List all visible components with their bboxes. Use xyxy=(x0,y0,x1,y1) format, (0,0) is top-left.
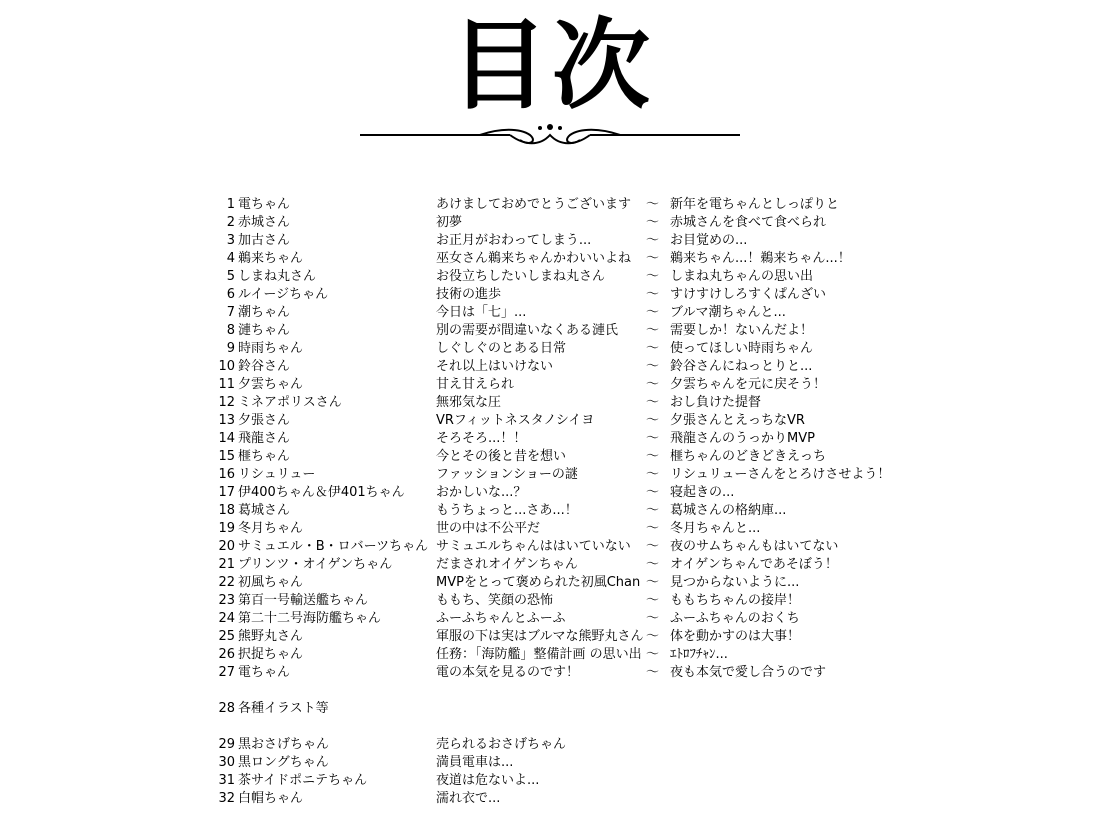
entry-title: お役立ちしたいしまね丸さん xyxy=(436,269,606,284)
toc-entry xyxy=(0,538,1120,556)
entry-character: 黒ロングちゃん xyxy=(238,755,329,770)
entry-character: 鵜来ちゃん xyxy=(238,251,304,266)
toc-entry xyxy=(0,286,1120,304)
entry-subtitle: 体を動かすのは大事！ xyxy=(670,629,801,644)
page-title: 目次 xyxy=(449,9,654,123)
entry-subtitle: 葛城さんの格納庫... xyxy=(670,503,787,518)
entry-separator: 〜 xyxy=(646,197,660,212)
entry-number: 14 xyxy=(218,431,235,446)
toc-entry xyxy=(0,448,1120,466)
entry-title: 技術の進歩 xyxy=(436,287,502,302)
entry-character: 冬月ちゃん xyxy=(238,521,304,536)
entry-number: 11 xyxy=(218,377,235,392)
toc-entry xyxy=(0,250,1120,268)
entry-separator: 〜 xyxy=(646,467,660,482)
entry-title: 無邪気な圧 xyxy=(436,395,502,410)
entry-subtitle: 寝起きの... xyxy=(670,485,735,500)
entry-title: 巫女さん鵜来ちゃんかわいいよね xyxy=(436,251,632,266)
entry-subtitle: ふーふちゃんのおくち xyxy=(670,611,800,626)
entry-number: 31 xyxy=(218,773,235,788)
entry-subtitle: おし負けた提督 xyxy=(670,395,762,410)
entry-character: 飛龍さん xyxy=(238,431,291,446)
table-of-contents xyxy=(0,196,1120,808)
entry-character: 夕張さん xyxy=(238,413,291,428)
toc-entry xyxy=(0,322,1120,340)
entry-subtitle: すけすけしろすくぱんざい xyxy=(670,287,827,302)
entry-character: 加古さん xyxy=(238,233,291,248)
toc-entry xyxy=(0,610,1120,628)
entry-title: おかしいな...？ xyxy=(436,485,527,500)
entry-number: 6 xyxy=(226,287,235,302)
entry-number: 4 xyxy=(226,251,235,266)
entry-title: 電の本気を見るのです！ xyxy=(436,665,580,680)
entry-title: VRフィットネスタノシイヨ xyxy=(436,413,595,428)
entry-character: サミュエル・B・ロバーツちゃん xyxy=(238,539,429,554)
entry-subtitle: 鵜来ちゃん...！鵜来ちゃん...！ xyxy=(670,251,851,266)
toc-entry xyxy=(0,268,1120,286)
toc-entry xyxy=(0,754,1120,772)
entry-subtitle: ももちちゃんの接岸！ xyxy=(670,593,801,608)
toc-entry xyxy=(0,430,1120,448)
entry-separator: 〜 xyxy=(646,341,660,356)
entry-character: 黒おさげちゃん xyxy=(238,737,330,752)
entry-title: 満員電車は... xyxy=(436,755,514,770)
entry-subtitle: 夕張さんとえっちなVR xyxy=(670,413,805,428)
entry-title: 今日は「七」... xyxy=(436,305,527,320)
entry-title: しぐしぐのとある日常 xyxy=(436,341,567,356)
entry-title: 任務：「海防艦」整備計画 の思い出 xyxy=(436,647,642,662)
entry-number: 30 xyxy=(218,755,235,770)
toc-entry xyxy=(0,574,1120,592)
entry-title: ファッションショーの謎 xyxy=(436,467,578,482)
entry-separator: 〜 xyxy=(646,269,660,284)
entry-number: 7 xyxy=(226,305,235,320)
toc-entry xyxy=(0,412,1120,430)
entry-title: 初夢 xyxy=(436,215,463,230)
entry-separator: 〜 xyxy=(646,431,660,446)
entry-character: 榧ちゃん xyxy=(238,449,291,464)
entry-separator: 〜 xyxy=(646,665,660,680)
entry-number: 27 xyxy=(218,665,235,680)
entry-character: 夕雲ちゃん xyxy=(238,377,304,392)
entry-number: 19 xyxy=(218,521,235,536)
entry-title: お正月がおわってしまう... xyxy=(436,233,592,248)
entry-subtitle: 夜のサムちゃんもはいてない xyxy=(670,539,839,554)
entry-separator: 〜 xyxy=(646,359,660,374)
section-row xyxy=(0,700,1120,718)
entry-title: あけましておめでとうございます xyxy=(436,197,632,212)
entry-title: 甘え甘えられ xyxy=(436,377,515,392)
entry-list xyxy=(0,196,1120,682)
entry-number: 9 xyxy=(226,341,235,356)
entry-subtitle: 飛龍さんのうっかりMVP xyxy=(670,431,815,446)
entry-separator: 〜 xyxy=(646,251,660,266)
entry-subtitle: リシュリューさんをとろけさせよう！ xyxy=(670,467,891,482)
entry-number: 21 xyxy=(218,557,235,572)
entry-separator: 〜 xyxy=(646,539,660,554)
entry-number: 29 xyxy=(218,737,235,752)
entry-character: 潮ちゃん xyxy=(238,305,291,320)
entry-separator: 〜 xyxy=(646,485,660,500)
entry-number: 20 xyxy=(218,539,235,554)
entry-subtitle: しまね丸ちゃんの思い出 xyxy=(670,269,814,284)
entry-title: もうちょっと...さあ...！ xyxy=(436,503,578,518)
toc-entry xyxy=(0,484,1120,502)
entry-number: 16 xyxy=(218,467,235,482)
entry-subtitle: 需要しか！ないんだよ！ xyxy=(670,323,814,338)
toc-entry xyxy=(0,736,1120,754)
entry-character: 電ちゃん xyxy=(238,197,291,212)
entry-subtitle: 見つからないように... xyxy=(670,575,800,590)
entry-character: 葛城さん xyxy=(238,503,291,518)
toc-entry xyxy=(0,664,1120,682)
entry-title: サミュエルちゃんははいていない xyxy=(436,539,631,554)
entry-number: 24 xyxy=(218,611,235,626)
entry-character: プリンツ・オイゲンちゃん xyxy=(238,557,393,572)
entry-subtitle: 鈴谷さんにねっとりと... xyxy=(670,359,813,374)
entry-number: 2 xyxy=(226,215,235,230)
entry-separator: 〜 xyxy=(646,323,660,338)
entry-character: 択捉ちゃん xyxy=(238,647,304,662)
entry-character: 熊野丸さん xyxy=(238,629,304,644)
entry-separator: 〜 xyxy=(646,305,660,320)
toc-entry xyxy=(0,502,1120,520)
entry-number: 23 xyxy=(218,593,235,608)
entry-separator: 〜 xyxy=(646,611,660,626)
entry-character: ルイージちゃん xyxy=(238,287,329,302)
entry-title: それ以上はいけない xyxy=(436,359,554,374)
entry-character: 伊400ちゃん＆伊401ちゃん xyxy=(238,485,405,500)
entry-character: 第百一号輸送艦ちゃん xyxy=(238,593,369,608)
entry-subtitle: 赤城さんを食べて食べられ xyxy=(670,215,827,230)
entry-title: MVPをとって褒められた初風Chan xyxy=(436,575,641,590)
entry-character: 第二十二号海防艦ちゃん xyxy=(238,611,382,626)
entry-separator: 〜 xyxy=(646,287,660,302)
entry-subtitle: 夕雲ちゃんを元に戻そう！ xyxy=(670,377,827,392)
entry-separator: 〜 xyxy=(646,575,660,590)
entry-number: 15 xyxy=(218,449,235,464)
divider-ornament xyxy=(360,118,740,152)
entry-number: 10 xyxy=(218,359,235,374)
toc-entry xyxy=(0,592,1120,610)
section-label: 各種イラスト等 xyxy=(238,701,329,716)
entry-title: 濡れ衣で... xyxy=(436,791,501,806)
section-number: 28 xyxy=(218,701,235,716)
entry-number: 8 xyxy=(226,323,235,338)
entry-number: 17 xyxy=(218,485,235,500)
entry-character: 赤城さん xyxy=(238,215,291,230)
entry-separator: 〜 xyxy=(646,413,660,428)
entry-title: 別の需要が間違いなくある漣氏 xyxy=(436,323,619,338)
entry-subtitle: 夜も本気で愛し合うのです xyxy=(670,665,827,680)
toc-entry xyxy=(0,214,1120,232)
toc-entry xyxy=(0,358,1120,376)
toc-entry xyxy=(0,628,1120,646)
extras-list xyxy=(0,736,1120,808)
entry-character: 鈴谷さん xyxy=(238,359,291,374)
entry-title: ももち、笑顔の恐怖 xyxy=(436,593,554,608)
entry-character: 電ちゃん xyxy=(238,665,291,680)
toc-entry xyxy=(0,466,1120,484)
toc-entry xyxy=(0,196,1120,214)
entry-separator: 〜 xyxy=(646,647,660,662)
entry-title: 今とその後と昔を想い xyxy=(436,449,567,464)
toc-entry xyxy=(0,772,1120,790)
entry-number: 5 xyxy=(226,269,235,284)
toc-entry xyxy=(0,556,1120,574)
entry-number: 3 xyxy=(226,233,235,248)
entry-character: ミネアポリスさん xyxy=(238,395,342,410)
entry-title: ふーふちゃんとふーふ xyxy=(436,611,566,626)
entry-number: 12 xyxy=(218,395,235,410)
entry-separator: 〜 xyxy=(646,395,660,410)
entry-subtitle: 榧ちゃんのどきどきえっち xyxy=(670,449,827,464)
entry-separator: 〜 xyxy=(646,503,660,518)
entry-title: 売られるおさげちゃん xyxy=(436,737,567,752)
entry-subtitle: お目覚めの... xyxy=(670,233,748,248)
entry-number: 18 xyxy=(218,503,235,518)
entry-character: 茶サイドポニテちゃん xyxy=(238,773,368,788)
entry-separator: 〜 xyxy=(646,593,660,608)
entry-number: 25 xyxy=(218,629,235,644)
entry-character: 漣ちゃん xyxy=(238,323,291,338)
entry-number: 26 xyxy=(218,647,235,662)
entry-separator: 〜 xyxy=(646,449,660,464)
entry-character: 白帽ちゃん xyxy=(238,791,304,806)
toc-entry xyxy=(0,394,1120,412)
entry-subtitle: ｴﾄﾛﾌﾁｬﾝ... xyxy=(670,647,728,662)
entry-character: リシュリュー xyxy=(238,467,316,482)
spacer xyxy=(0,682,1120,700)
entry-title: 世の中は不公平だ xyxy=(436,521,541,536)
entry-separator: 〜 xyxy=(646,521,660,536)
entry-number: 22 xyxy=(218,575,235,590)
toc-entry xyxy=(0,232,1120,250)
entry-subtitle: 冬月ちゃんと... xyxy=(670,521,761,536)
entry-subtitle: ブルマ潮ちゃんと... xyxy=(670,305,786,320)
toc-entry xyxy=(0,790,1120,808)
entry-subtitle: 新年を電ちゃんとしっぽりと xyxy=(670,197,840,212)
toc-entry xyxy=(0,646,1120,664)
entry-character: しまね丸さん xyxy=(238,269,317,284)
toc-entry xyxy=(0,340,1120,358)
entry-title: 軍服の下は実はブルマな熊野丸さん xyxy=(436,629,644,644)
toc-entry xyxy=(0,304,1120,322)
entry-number: 32 xyxy=(218,791,235,806)
toc-entry xyxy=(0,520,1120,538)
entry-character: 時雨ちゃん xyxy=(238,341,304,356)
entry-number: 1 xyxy=(226,197,235,212)
entry-title: だまされオイゲンちゃん xyxy=(436,557,578,572)
entry-separator: 〜 xyxy=(646,629,660,644)
entry-separator: 〜 xyxy=(646,377,660,392)
entry-separator: 〜 xyxy=(646,215,660,230)
entry-number: 13 xyxy=(218,413,235,428)
entry-separator: 〜 xyxy=(646,233,660,248)
entry-title: 夜道は危ないよ... xyxy=(436,773,540,788)
entry-separator: 〜 xyxy=(646,557,660,572)
entry-character: 初風ちゃん xyxy=(238,575,304,590)
entry-subtitle: オイゲンちゃんであそぼう！ xyxy=(670,557,838,572)
spacer xyxy=(0,718,1120,736)
entry-subtitle: 使ってほしい時雨ちゃん xyxy=(670,341,814,356)
toc-entry xyxy=(0,376,1120,394)
entry-title: そろそろ...！！ xyxy=(436,431,527,446)
